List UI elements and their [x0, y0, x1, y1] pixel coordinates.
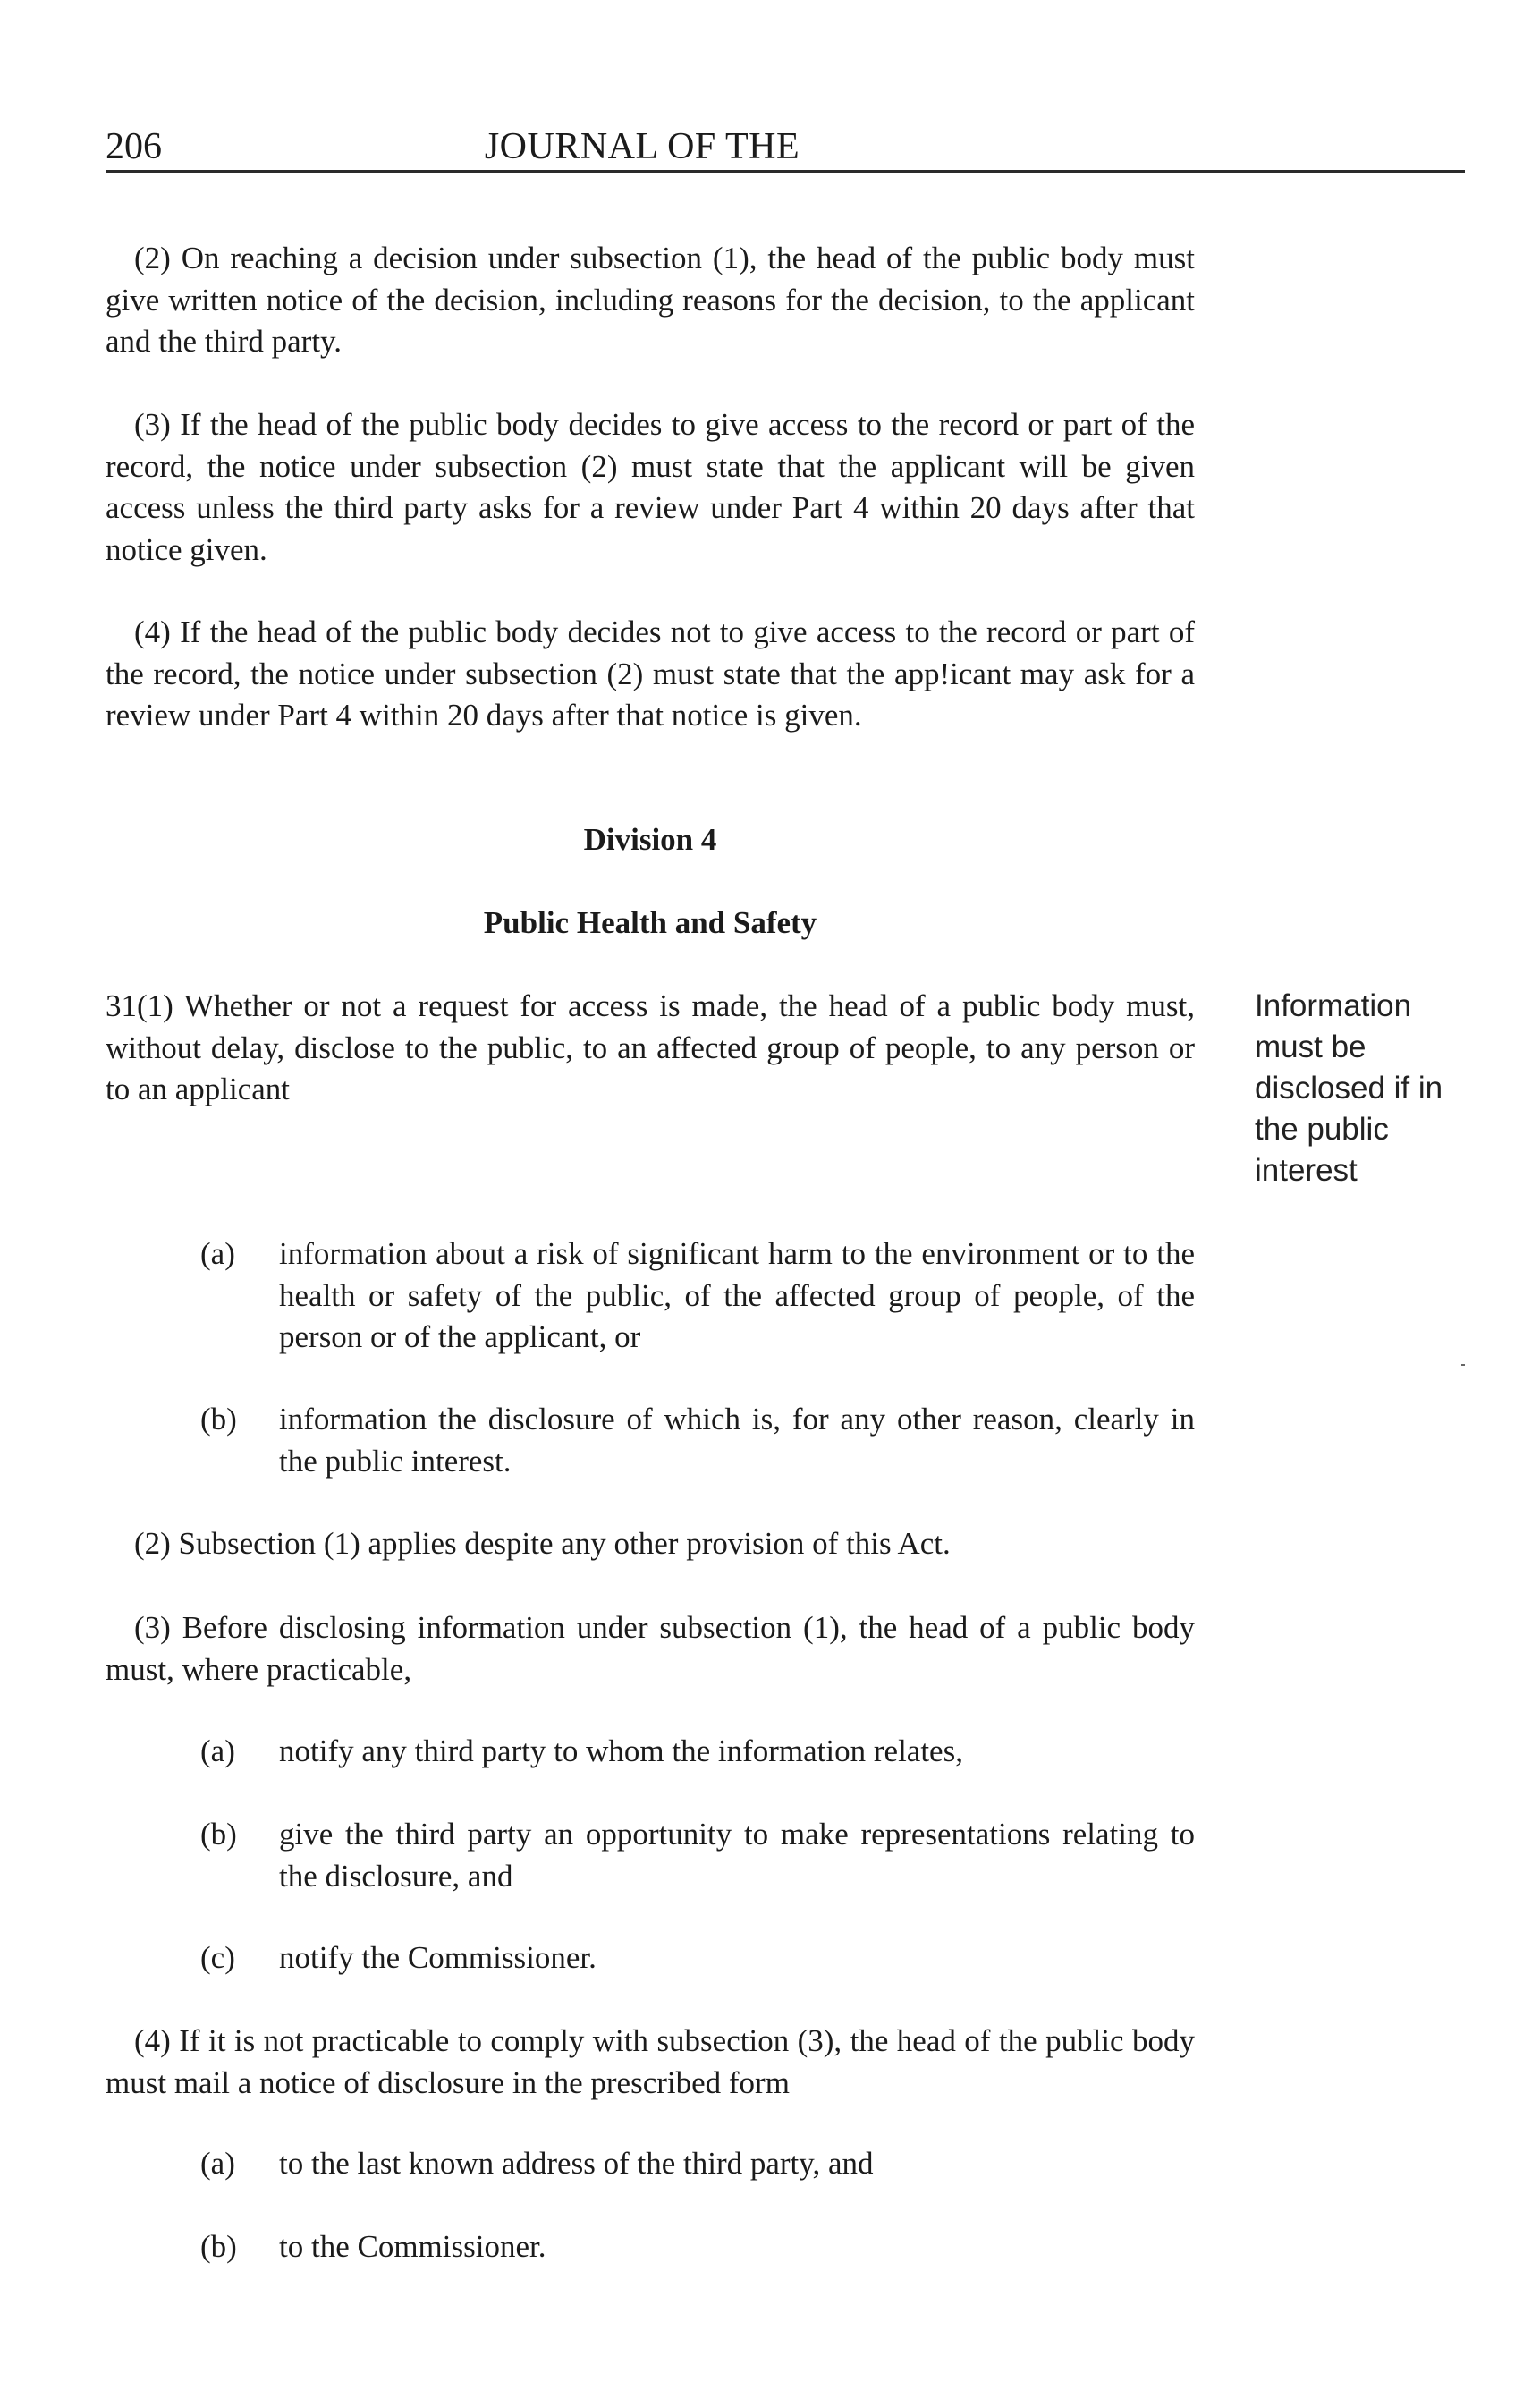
item-label: (a) — [200, 1236, 235, 1271]
division-label: Division 4 — [583, 822, 717, 857]
margin-note: Information must be disclosed if in the public interest — [1255, 988, 1443, 1188]
page-number: 206 — [106, 126, 162, 167]
list-item — [200, 1814, 1195, 1897]
subsection-3 — [106, 1607, 1195, 1691]
division-title: Public Health and Safety — [483, 905, 817, 940]
item-label: (c) — [200, 1940, 235, 1975]
item-text: give the third party an opportunity to make representations relating to the disclosure, and — [279, 1817, 1195, 1894]
paragraph-text: (4) If the head of the public body decides not to give access to the record or part of the record, the notice under subsection (2) must state that the app!icant may ask for a review under Part 4 within 20 days after that notice is given. — [106, 614, 1195, 733]
scan-speck — [1461, 1364, 1465, 1366]
subsection-2 — [106, 1523, 1195, 1565]
paragraph-subsection-3 — [106, 404, 1195, 571]
item-label: (b) — [200, 2229, 237, 2264]
item-text: information the disclosure of which is, for any other reason, clearly in the public interest. — [279, 1402, 1195, 1479]
item-text: to the last known address of the third party, and — [279, 2146, 874, 2181]
item-text: to the Commissioner. — [279, 2229, 546, 2264]
item-label: (a) — [200, 1733, 235, 1768]
paragraph-subsection-2 — [106, 238, 1195, 363]
paragraph-text: 31(1) Whether or not a request for access is made, the head of a public body must, without delay, disclose to the public, to an affected group of people, to any person or to an applicant — [106, 988, 1195, 1106]
running-title: JOURNAL OF THE — [484, 126, 800, 167]
page-header — [106, 122, 1465, 172]
item-text: notify the Commissioner. — [279, 1940, 597, 1975]
list-item — [200, 2226, 1195, 2268]
paragraph-text: (4) If it is not practicable to comply with subsection (3), the head of the public body must mail a notice of disclosure in the prescribed form — [106, 2023, 1195, 2100]
paragraph-text: (3) If the head of the public body decides to give access to the record or part of the record, the notice under subsection (2) must state that the applicant will be given access unless the third party asks for a review under Part 4 within 20 days after that notice given. — [106, 407, 1195, 567]
list-item — [200, 1399, 1195, 1482]
paragraph-text: (3) Before disclosing information under subsection (1), the head of a public body must, where practicable, — [106, 1610, 1195, 1687]
item-text: notify any third party to whom the information relates, — [279, 1733, 963, 1768]
list-item — [200, 1937, 1195, 1979]
paragraph-subsection-4 — [106, 612, 1195, 737]
list-item — [200, 2143, 1195, 2185]
item-label: (b) — [200, 1817, 237, 1852]
item-text: information about a risk of significant harm to the environment or to the health or safety of the public, of the affected group of people, of the person or of the applicant, or — [279, 1236, 1195, 1354]
item-label: (b) — [200, 1402, 237, 1437]
section-31-intro — [106, 986, 1195, 1111]
paragraph-text: (2) On reaching a decision under subsection (1), the head of the public body must give written notice of the decision, including reasons for the decision, to the applicant and the third party. — [106, 241, 1195, 359]
item-label: (a) — [200, 2146, 235, 2181]
header-rule — [106, 170, 1465, 173]
subsection-4 — [106, 2021, 1195, 2104]
paragraph-text: (2) Subsection (1) applies despite any other provision of this Act. — [134, 1526, 951, 1561]
list-item — [200, 1233, 1195, 1359]
list-item — [200, 1731, 1195, 1773]
